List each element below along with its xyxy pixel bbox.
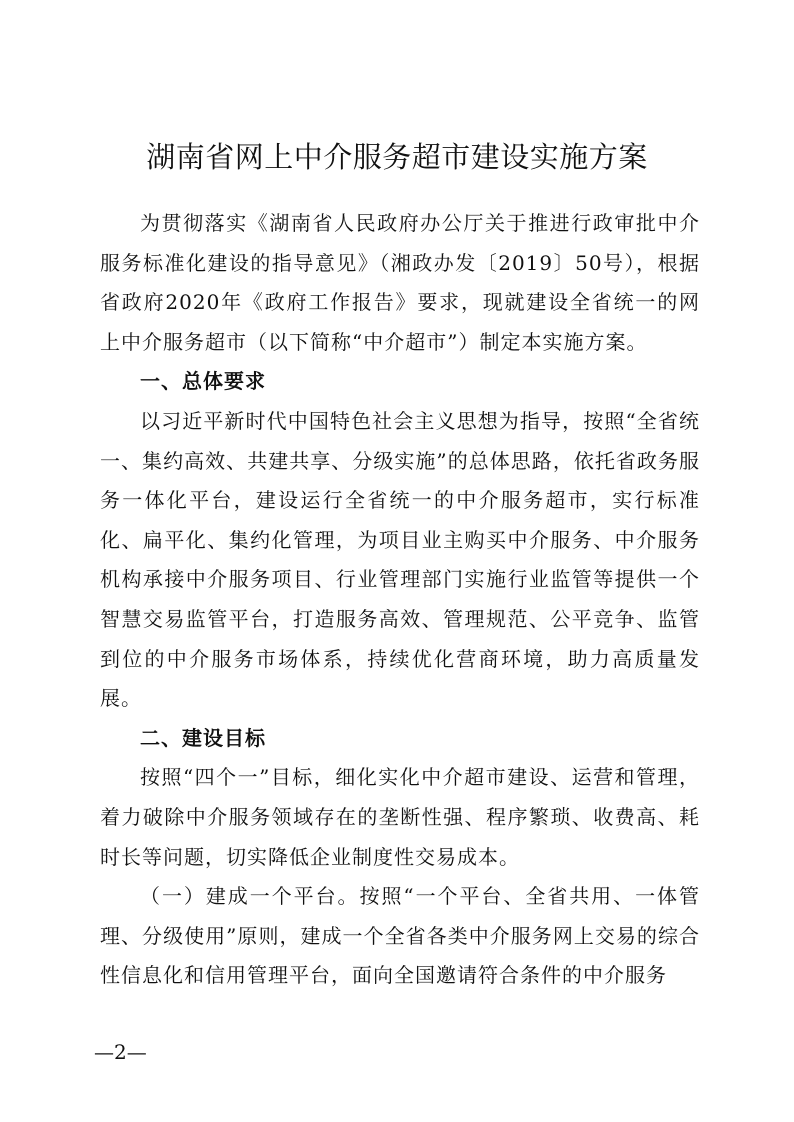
page-number: —2— [94, 1040, 147, 1064]
document-title: 湖南省网上中介服务超市建设实施方案 [146, 140, 648, 175]
section-heading-general-requirements: 一、总体要求 [140, 369, 266, 394]
intro-paragraph: 为贯彻落实《湖南省人民政府办公厅关于推进行政审批中介服务标准化建设的指导意见》（湘政办发〔2019〕50号），根据省政府2020年《政府工作报告》要求，现就建设全省统一的网上中介服务超市（以下简称“中介超市”）制定本实施方案。 [100, 211, 700, 354]
general-requirements-paragraph: 以习近平新时代中国特色社会主义思想为指导，按照“全省统一、集约高效、共建共享、分级实施”的总体思路，依托省政务服务一体化平台，建设运行全省统一的中介服务超市，实行标准化、扁平化、集约化管理，为项目业主购买中介服务、中介服务机构承接中介服务项目、行业管理部门实施行业监管等提供一个智慧交易监管平台，打造服务高效、管理规范、公平竞争、监管到位的中介服务市场体系，持续优化营商环境，助力高质量发展。 [100, 408, 700, 711]
construction-goals-paragraph: 按照“四个一”目标，细化实化中介超市建设、运营和管理，着力破除中介服务领域存在的垄断性强、程序繁琐、收费高、耗时长等问题，切实降低企业制度性交易成本。 [100, 765, 700, 869]
platform-paragraph: （一）建成一个平台。按照“一个平台、全省共用、一体管理、分级使用”原则，建成一个全省各类中介服务网上交易的综合性信息化和信用管理平台，面向全国邀请符合条件的中介服务 [100, 884, 700, 988]
document-body [100, 204, 700, 996]
section-heading-construction-goals: 二、建设目标 [140, 725, 266, 750]
